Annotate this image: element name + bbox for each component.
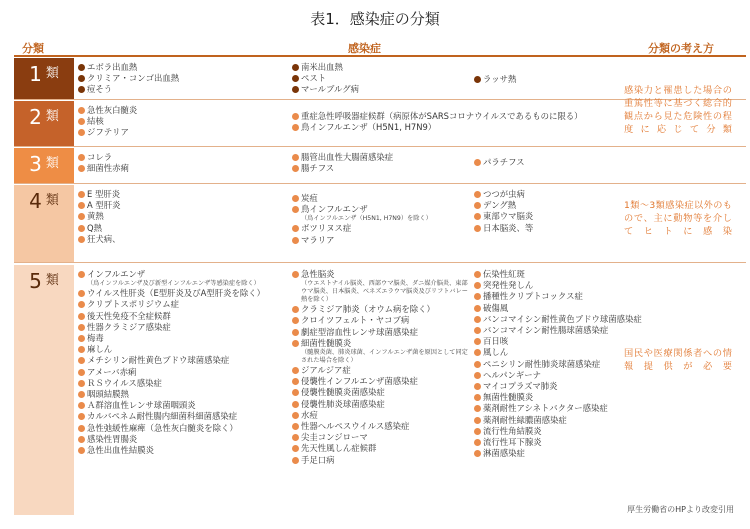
disease-item: [474, 347, 644, 358]
class-3-row: [14, 148, 746, 184]
disease-name: インフルエンザ: [87, 269, 146, 279]
row-divider: [14, 183, 746, 184]
disease-name: 梅毒: [87, 333, 104, 344]
disease-name: クラミジア肺炎（オウム病を除く）: [301, 304, 435, 315]
disease-name: 腸管出血性大腸菌感染症: [301, 152, 394, 162]
classification-note-4: 1類〜3類感染症以外のもので、主に動物等を介してヒトに感染: [624, 200, 732, 237]
bullet-icon: [474, 428, 481, 435]
disease-item: [78, 211, 288, 222]
class-kind: 類: [45, 273, 59, 288]
disease-name: 炭疽: [301, 193, 318, 203]
disease-item: [292, 376, 472, 387]
bullet-icon: [292, 271, 299, 278]
class-number: 3: [29, 152, 42, 176]
disease-item: [474, 392, 644, 403]
disease-item: [78, 378, 288, 389]
disease-name: 狂犬病、: [87, 233, 121, 244]
header-divider: [14, 55, 746, 57]
disease-name: Ａ群溶血性レンサ球菌咽頭炎: [87, 400, 196, 411]
bullet-icon: [292, 165, 299, 172]
disease-name: ＲＳウイルス感染症: [87, 377, 162, 388]
disease-item: [292, 387, 472, 398]
row-divider: [14, 146, 746, 147]
disease-item: [78, 322, 288, 333]
bullet-icon: [78, 391, 85, 398]
disease-item: [78, 127, 288, 138]
bullet-icon: [474, 225, 481, 232]
disease-item: [78, 84, 288, 95]
disease-name: 流行性角結膜炎: [483, 425, 542, 436]
disease-name: 重症急性呼吸器症候群（病原体がSARSコロナウイルスであるものに限る）: [301, 111, 583, 121]
disease-name: ジアルジア症: [301, 365, 351, 376]
bullet-icon: [292, 445, 299, 452]
disease-column-1: [78, 62, 288, 96]
disease-name: バンコマイシン耐性黄色ブドウ球菌感染症: [483, 313, 642, 324]
disease-item: [474, 359, 644, 370]
disease-item: [292, 338, 472, 365]
bullet-icon: [78, 64, 85, 71]
page-title: 表1．感染症の分類: [310, 10, 440, 28]
bullet-icon: [474, 305, 481, 312]
disease-item: [474, 314, 644, 325]
disease-item: [474, 211, 644, 222]
disease-item: [474, 189, 644, 200]
bullet-icon: [474, 213, 481, 220]
disease-item: [292, 315, 472, 326]
bullet-icon: [78, 425, 85, 432]
disease-item: [292, 84, 472, 95]
disease-column-1: [78, 269, 288, 456]
disease-item: [292, 432, 472, 443]
bullet-icon: [78, 357, 85, 364]
disease-name: 性器クラミジア感染症: [87, 321, 171, 332]
disease-item: [78, 445, 288, 456]
disease-item: [474, 280, 644, 291]
disease-item: [474, 200, 644, 211]
disease-name: 播種性クリプトコックス症: [483, 291, 583, 302]
bullet-icon: [78, 436, 85, 443]
disease-column-3: [474, 74, 644, 85]
disease-item: [78, 288, 288, 299]
disease-name: 破傷風: [483, 302, 509, 313]
disease-note: （ウエストナイル脳炎、西部ウマ脳炎、ダニ媒介脳炎、東部ウマ脳炎、日本脳炎、ベネズエラウマ脳炎及びリフトバレー熱を除く）: [301, 280, 468, 304]
bullet-icon: [78, 313, 85, 320]
disease-item: [78, 344, 288, 355]
bullet-icon: [78, 380, 85, 387]
disease-item: [474, 370, 644, 381]
disease-name: 麻しん: [87, 344, 113, 355]
disease-item: [292, 455, 472, 466]
disease-name: ペニシリン耐性肺炎球菌感染症: [483, 358, 601, 369]
disease-item: [78, 389, 288, 400]
class-kind: 類: [45, 156, 59, 171]
bullet-icon: [474, 191, 481, 198]
disease-name: 急性出血性結膜炎: [87, 445, 154, 456]
disease-name: 結核: [87, 116, 104, 127]
disease-name: 侵襲性髄膜炎菌感染症: [301, 387, 385, 398]
disease-item: [292, 421, 472, 432]
bullet-icon: [474, 405, 481, 412]
bullet-icon: [78, 236, 85, 243]
disease-column-3: [474, 189, 644, 234]
bullet-icon: [78, 271, 85, 278]
bullet-icon: [78, 447, 85, 454]
disease-item: [78, 234, 288, 245]
bullet-icon: [474, 76, 481, 83]
bullet-icon: [292, 195, 299, 202]
disease-item: [474, 325, 644, 336]
disease-name: 後天性免疫不全症候群: [87, 310, 171, 321]
disease-item: [292, 152, 472, 163]
disease-name: ウイルス性肝炎（E型肝炎及びA型肝炎を除く）: [87, 288, 266, 299]
disease-column-1: [78, 189, 288, 245]
disease-item: [474, 303, 644, 314]
disease-name: 百日咳: [483, 336, 509, 347]
disease-name: メチシリン耐性黄色ブドウ球菌感染症: [87, 355, 230, 366]
disease-name: 尖圭コンジローマ: [301, 432, 368, 443]
disease-name: 淋菌感染症: [483, 448, 525, 459]
bullet-icon: [292, 317, 299, 324]
disease-name: 細菌性髄膜炎: [301, 337, 352, 348]
disease-name: 鳥インフルエンザ: [301, 204, 368, 215]
disease-item: [292, 193, 472, 204]
disease-item: [474, 157, 644, 168]
disease-name: A 型肝炎: [87, 200, 121, 211]
bullet-icon: [78, 86, 85, 93]
bullet-icon: [78, 165, 85, 172]
disease-name: パラチフス: [483, 157, 525, 167]
disease-item: [474, 336, 644, 347]
bullet-icon: [78, 118, 85, 125]
disease-item: [78, 116, 288, 127]
bullet-icon: [474, 361, 481, 368]
bullet-icon: [292, 378, 299, 385]
disease-item: [292, 111, 622, 122]
disease-item: [474, 291, 644, 302]
disease-item: [292, 163, 472, 174]
disease-item: [474, 415, 644, 426]
class-number: 1: [29, 62, 42, 86]
bullet-icon: [474, 271, 481, 278]
disease-item: [78, 367, 288, 378]
bullet-icon: [78, 213, 85, 220]
disease-name: 感染性胃腸炎: [87, 433, 138, 444]
disease-item: [78, 355, 288, 366]
disease-name: 急性灰白髄炎: [87, 105, 138, 115]
disease-item: [78, 411, 288, 422]
bullet-icon: [474, 316, 481, 323]
disease-item: [78, 223, 288, 234]
bullet-icon: [474, 417, 481, 424]
bullet-icon: [78, 129, 85, 136]
disease-item: [78, 105, 288, 116]
bullet-icon: [292, 113, 299, 120]
disease-column-2: [292, 62, 472, 96]
disease-item: [474, 437, 644, 448]
disease-item: [292, 443, 472, 454]
disease-item: [292, 62, 472, 73]
bullet-icon: [474, 372, 481, 379]
class-number: 5: [29, 269, 42, 293]
disease-name: マールブルグ病: [301, 84, 359, 95]
bullet-icon: [292, 457, 299, 464]
disease-name: 日本脳炎、等: [483, 222, 534, 233]
disease-name: 細菌性赤痢: [87, 163, 129, 174]
disease-column-2: [292, 152, 472, 174]
class-number: 4: [29, 189, 42, 213]
bullet-icon: [474, 159, 481, 166]
disease-name: 風しん: [483, 347, 509, 358]
bullet-icon: [78, 301, 85, 308]
disease-name: 腸チフス: [301, 163, 335, 174]
bullet-icon: [292, 367, 299, 374]
bullet-icon: [292, 389, 299, 396]
disease-item: [78, 163, 288, 174]
disease-name: E 型肝炎: [87, 189, 121, 199]
disease-item: [474, 426, 644, 437]
disease-name: ジフテリア: [87, 127, 129, 138]
disease-item: [292, 304, 472, 315]
disease-name: マイコプラズマ肺炎: [483, 381, 558, 392]
class-2-label: [14, 101, 74, 147]
disease-item: [292, 399, 472, 410]
disease-item: [78, 269, 288, 288]
bullet-icon: [78, 335, 85, 342]
disease-item: [474, 74, 644, 85]
disease-name: 痘そう: [87, 84, 113, 95]
class-kind: 類: [45, 193, 59, 208]
bullet-icon: [78, 324, 85, 331]
disease-name: ボツリヌス症: [301, 223, 352, 234]
disease-item: [292, 223, 472, 234]
disease-name: 水痘: [301, 409, 318, 420]
disease-name: カルバペネム耐性腸内細菌科細菌感染症: [87, 411, 238, 422]
disease-column-2: [292, 111, 622, 133]
classification-note-1-3: 感染力と罹患した場合の重篤性等に基づく総合的観点から見た危険性の程度に応じて分類: [624, 85, 732, 135]
classification-note-5: 国民や医療関係者への情報提供が必要: [624, 348, 732, 372]
disease-name: クリミア・コンゴ出血熱: [87, 73, 180, 84]
disease-item: [292, 73, 472, 84]
disease-name: ラッサ熱: [483, 74, 517, 84]
disease-item: [78, 200, 288, 211]
disease-name: 無菌性髄膜炎: [483, 392, 534, 403]
disease-name: 先天性風しん症候群: [301, 443, 377, 454]
disease-name: 薬剤耐性緑膿菌感染症: [483, 414, 567, 425]
bullet-icon: [292, 401, 299, 408]
disease-name: 侵襲性肺炎球菌感染症: [301, 398, 385, 409]
disease-item: [78, 333, 288, 344]
disease-item: [78, 299, 288, 310]
disease-name: コレラ: [87, 152, 113, 162]
bullet-icon: [292, 423, 299, 430]
bullet-icon: [292, 64, 299, 71]
bullet-icon: [292, 206, 299, 213]
disease-item: [78, 73, 288, 84]
bullet-icon: [78, 191, 85, 198]
bullet-icon: [78, 413, 85, 420]
disease-name: クロイツフェルト・ヤコブ病: [301, 315, 410, 326]
disease-name: エボラ出血熱: [87, 62, 138, 72]
class-number: 2: [29, 105, 42, 129]
disease-item: [292, 365, 472, 376]
bullet-icon: [292, 225, 299, 232]
class-1-label: [14, 58, 74, 100]
disease-name: ペスト: [301, 73, 327, 84]
bullet-icon: [474, 383, 481, 390]
bullet-icon: [474, 349, 481, 356]
disease-note: （鳥インフルエンザ（H5N1, H7N9）を除く）: [301, 215, 432, 223]
class-4-label: [14, 185, 74, 263]
bullet-icon: [292, 75, 299, 82]
disease-item: [78, 62, 288, 73]
disease-column-1: [78, 152, 288, 174]
disease-name: 性器ヘルペスウイルス感染症: [301, 421, 410, 432]
disease-item: [292, 122, 622, 133]
bullet-icon: [78, 290, 85, 297]
disease-column-2: [292, 193, 472, 246]
disease-item: [474, 223, 644, 234]
disease-name: Q熱: [87, 222, 102, 233]
bullet-icon: [292, 329, 299, 336]
disease-item: [78, 434, 288, 445]
bullet-icon: [292, 124, 299, 131]
disease-name: 黄熱: [87, 211, 104, 222]
bullet-icon: [474, 338, 481, 345]
class-kind: 類: [45, 109, 59, 124]
disease-note: （鳥インフルエンザ及び新型インフルエンザ等感染症を除く）: [87, 280, 260, 288]
disease-name: 突発性発しん: [483, 280, 534, 291]
disease-name: 手足口病: [301, 454, 335, 465]
bullet-icon: [474, 439, 481, 446]
disease-name: 侵襲性インフルエンザ菌感染症: [301, 376, 418, 387]
bullet-icon: [292, 340, 299, 347]
bullet-icon: [474, 202, 481, 209]
disease-name: 薬剤耐性アシネトバクター感染症: [483, 403, 608, 414]
class-3-label: [14, 148, 74, 184]
header-category: 分類: [22, 42, 44, 55]
bullet-icon: [292, 154, 299, 161]
disease-name: 劇症型溶血性レンサ球菌感染症: [301, 326, 419, 337]
disease-name: 東部ウマ脳炎: [483, 211, 534, 222]
disease-name: 鳥インフルエンザ（H5N1, H7N9）: [301, 122, 437, 133]
disease-name: 伝染性紅斑: [483, 269, 525, 279]
disease-item: [292, 204, 472, 223]
disease-column-1: [78, 105, 288, 139]
bullet-icon: [78, 202, 85, 209]
disease-item: [78, 152, 288, 163]
bullet-icon: [474, 450, 481, 457]
disease-item: [474, 381, 644, 392]
disease-item: [292, 410, 472, 421]
disease-item: [474, 269, 644, 280]
bullet-icon: [292, 412, 299, 419]
disease-item: [292, 235, 472, 246]
class-5-label: [14, 265, 74, 515]
disease-name: 南米出血熱: [301, 62, 343, 72]
disease-item: [78, 423, 288, 434]
disease-item: [78, 400, 288, 411]
bullet-icon: [292, 86, 299, 93]
bullet-icon: [474, 293, 481, 300]
class-5-row: [14, 265, 746, 515]
source-footnote: 厚生労働省のHPより改変引用: [627, 505, 734, 514]
disease-note: （髄膜炎菌、肺炎球菌、インフルエンザ菌を原因として同定された場合を除く）: [301, 349, 468, 365]
disease-name: 流行性耳下腺炎: [483, 437, 542, 448]
disease-column-2: [292, 269, 472, 466]
disease-item: [78, 189, 288, 200]
bullet-icon: [78, 369, 85, 376]
disease-name: デング熱: [483, 200, 517, 211]
row-divider: [14, 262, 746, 263]
disease-column-3: [474, 157, 644, 168]
disease-name: 咽頭結膜熱: [87, 389, 129, 400]
disease-item: [292, 327, 472, 338]
disease-name: つつが虫病: [483, 189, 525, 199]
bullet-icon: [78, 346, 85, 353]
bullet-icon: [292, 434, 299, 441]
disease-name: クリプトスポリジウム症: [87, 299, 179, 310]
disease-item: [78, 311, 288, 322]
disease-name: ヘルパンギーナ: [483, 369, 542, 380]
bullet-icon: [78, 154, 85, 161]
disease-name: アメーバ赤痢: [87, 366, 137, 377]
disease-name: 急性脳炎: [301, 269, 335, 279]
bullet-icon: [78, 402, 85, 409]
bullet-icon: [78, 225, 85, 232]
disease-item: [474, 403, 644, 414]
bullet-icon: [78, 107, 85, 114]
bullet-icon: [474, 282, 481, 289]
disease-name: マラリア: [301, 234, 335, 245]
header-idea: 分類の考え方: [648, 42, 714, 55]
bullet-icon: [474, 327, 481, 334]
bullet-icon: [78, 75, 85, 82]
disease-name: 急性弛緩性麻痺（急性灰白髄炎を除く）: [87, 422, 238, 433]
disease-item: [474, 448, 644, 459]
header-disease: 感染症: [348, 42, 381, 55]
disease-item: [292, 269, 472, 304]
bullet-icon: [474, 394, 481, 401]
class-kind: 類: [45, 66, 59, 81]
bullet-icon: [292, 306, 299, 313]
disease-name: バンコマイシン耐性腸球菌感染症: [483, 325, 609, 336]
disease-column-3: [474, 269, 644, 459]
bullet-icon: [292, 237, 299, 244]
